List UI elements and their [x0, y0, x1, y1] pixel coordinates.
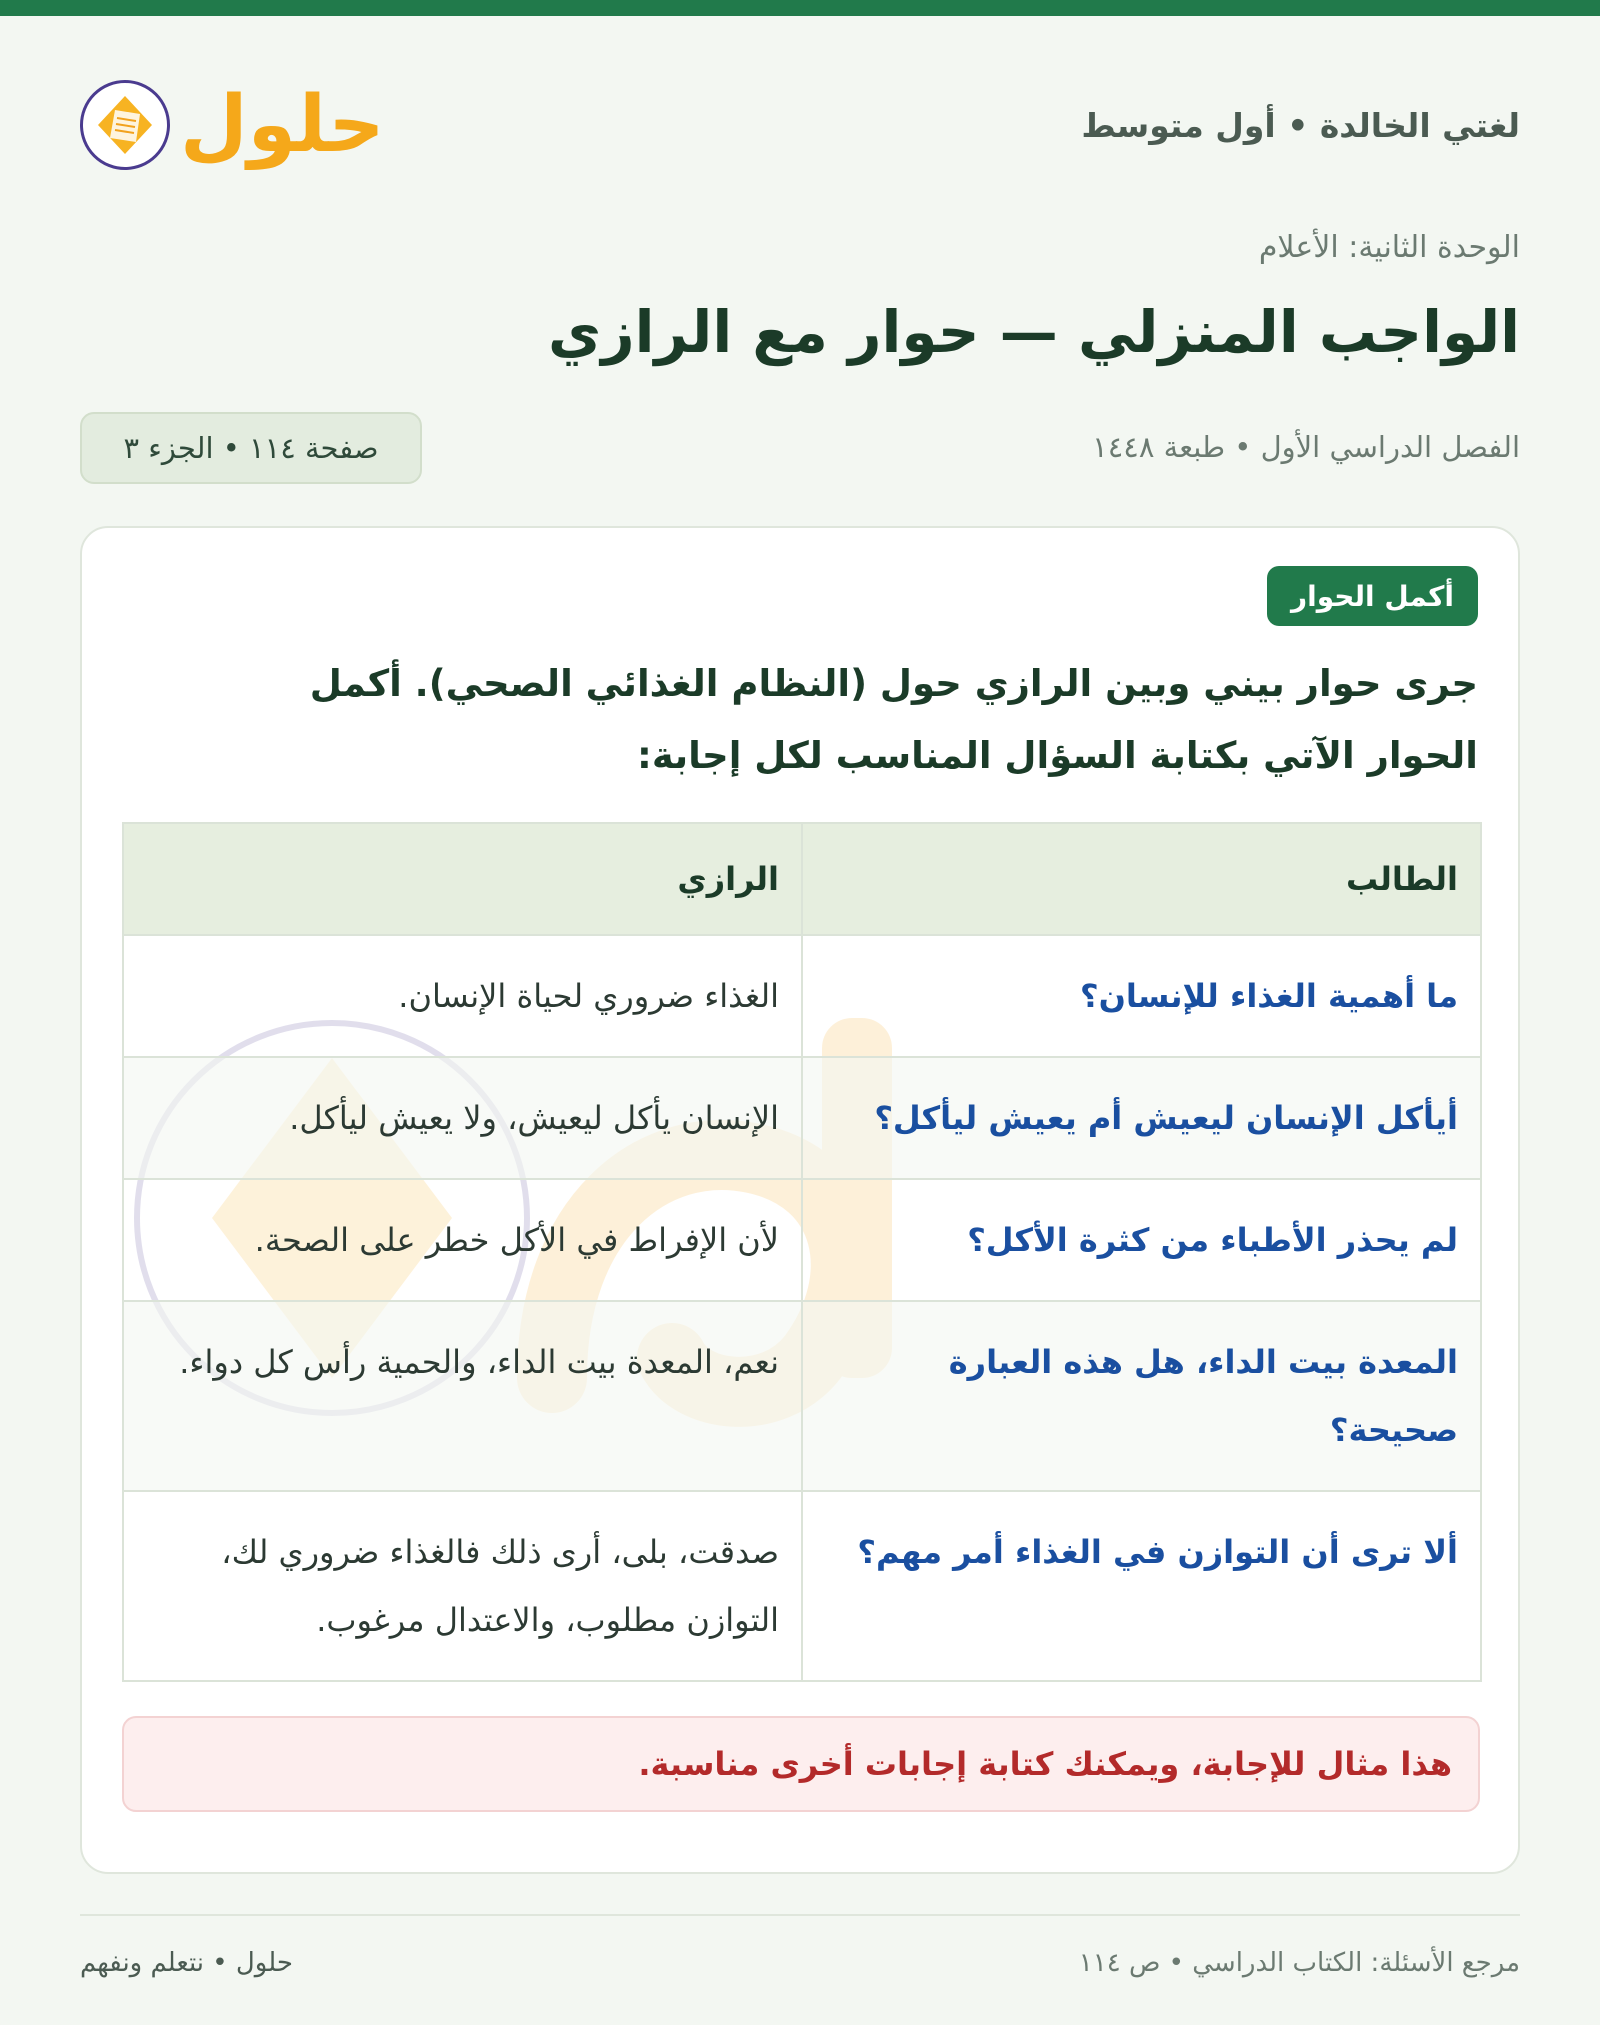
table-row — [123, 1301, 1481, 1491]
razi-answer: الغذاء ضروري لحياة الإنسان. — [123, 935, 802, 1057]
header-title: لغتي الخالدة • أول متوسط — [1081, 105, 1520, 145]
table-row — [123, 1057, 1481, 1179]
section-chip: أكمل الحوار — [1267, 566, 1478, 626]
razi-answer: نعم، المعدة بيت الداء، والحمية رأس كل دواء. — [123, 1301, 802, 1491]
student-question: ما أهمية الغذاء للإنسان؟ — [802, 935, 1481, 1057]
student-question: المعدة بيت الداء، هل هذه العبارة صحيحة؟ — [802, 1301, 1481, 1491]
footer-reference: مرجع الأسئلة: الكتاب الدراسي • ص ١١٤ — [1078, 1948, 1520, 1978]
razi-answer: صدقت، بلى، أرى ذلك فالغذاء ضروري لك، التوازن مطلوب، والاعتدال مرغوب. — [123, 1491, 802, 1681]
page-title: الواجب المنزلي — حوار مع الرازي — [548, 298, 1520, 366]
student-question: لم يحذر الأطباء من كثرة الأكل؟ — [802, 1179, 1481, 1301]
book-icon — [80, 80, 170, 170]
razi-answer: الإنسان يأكل ليعيش، ولا يعيش ليأكل. — [123, 1057, 802, 1179]
razi-answer: لأن الإفراط في الأكل خطر على الصحة. — [123, 1179, 802, 1301]
page-badge: صفحة ١١٤ • الجزء ٣ — [80, 412, 422, 484]
dialogue-table — [122, 822, 1482, 1682]
header — [80, 60, 1520, 190]
table-header-row — [123, 823, 1481, 935]
exercise-card — [80, 526, 1520, 1874]
table-row — [123, 1491, 1481, 1681]
unit-label: الوحدة الثانية: الأعلام — [1258, 230, 1520, 265]
logo — [80, 80, 385, 170]
logo-text: حلول — [180, 80, 385, 170]
exercise-prompt: جرى حوار بيني وبين الرازي حول (النظام الغذائي الصحي). أكمل الحوار الآتي بكتابة السؤال المناسب لكل إجابة: — [309, 662, 1478, 777]
column-header-razi: الرازي — [123, 823, 802, 935]
student-question: أيأكل الإنسان ليعيش أم يعيش ليأكل؟ — [802, 1057, 1481, 1179]
table-row — [123, 1179, 1481, 1301]
footer-brand: حلول • نتعلم ونفهم — [80, 1948, 293, 1978]
semester-meta: الفصل الدراسي الأول • طبعة ١٤٤٨ — [1092, 430, 1520, 464]
footer-divider — [80, 1914, 1520, 1916]
answer-note: هذا مثال للإجابة، ويمكنك كتابة إجابات أخرى مناسبة. — [122, 1716, 1480, 1812]
table-row — [123, 935, 1481, 1057]
column-header-student: الطالب — [802, 823, 1481, 935]
student-question: ألا ترى أن التوازن في الغذاء أمر مهم؟ — [802, 1491, 1481, 1681]
top-accent-bar — [0, 0, 1600, 16]
